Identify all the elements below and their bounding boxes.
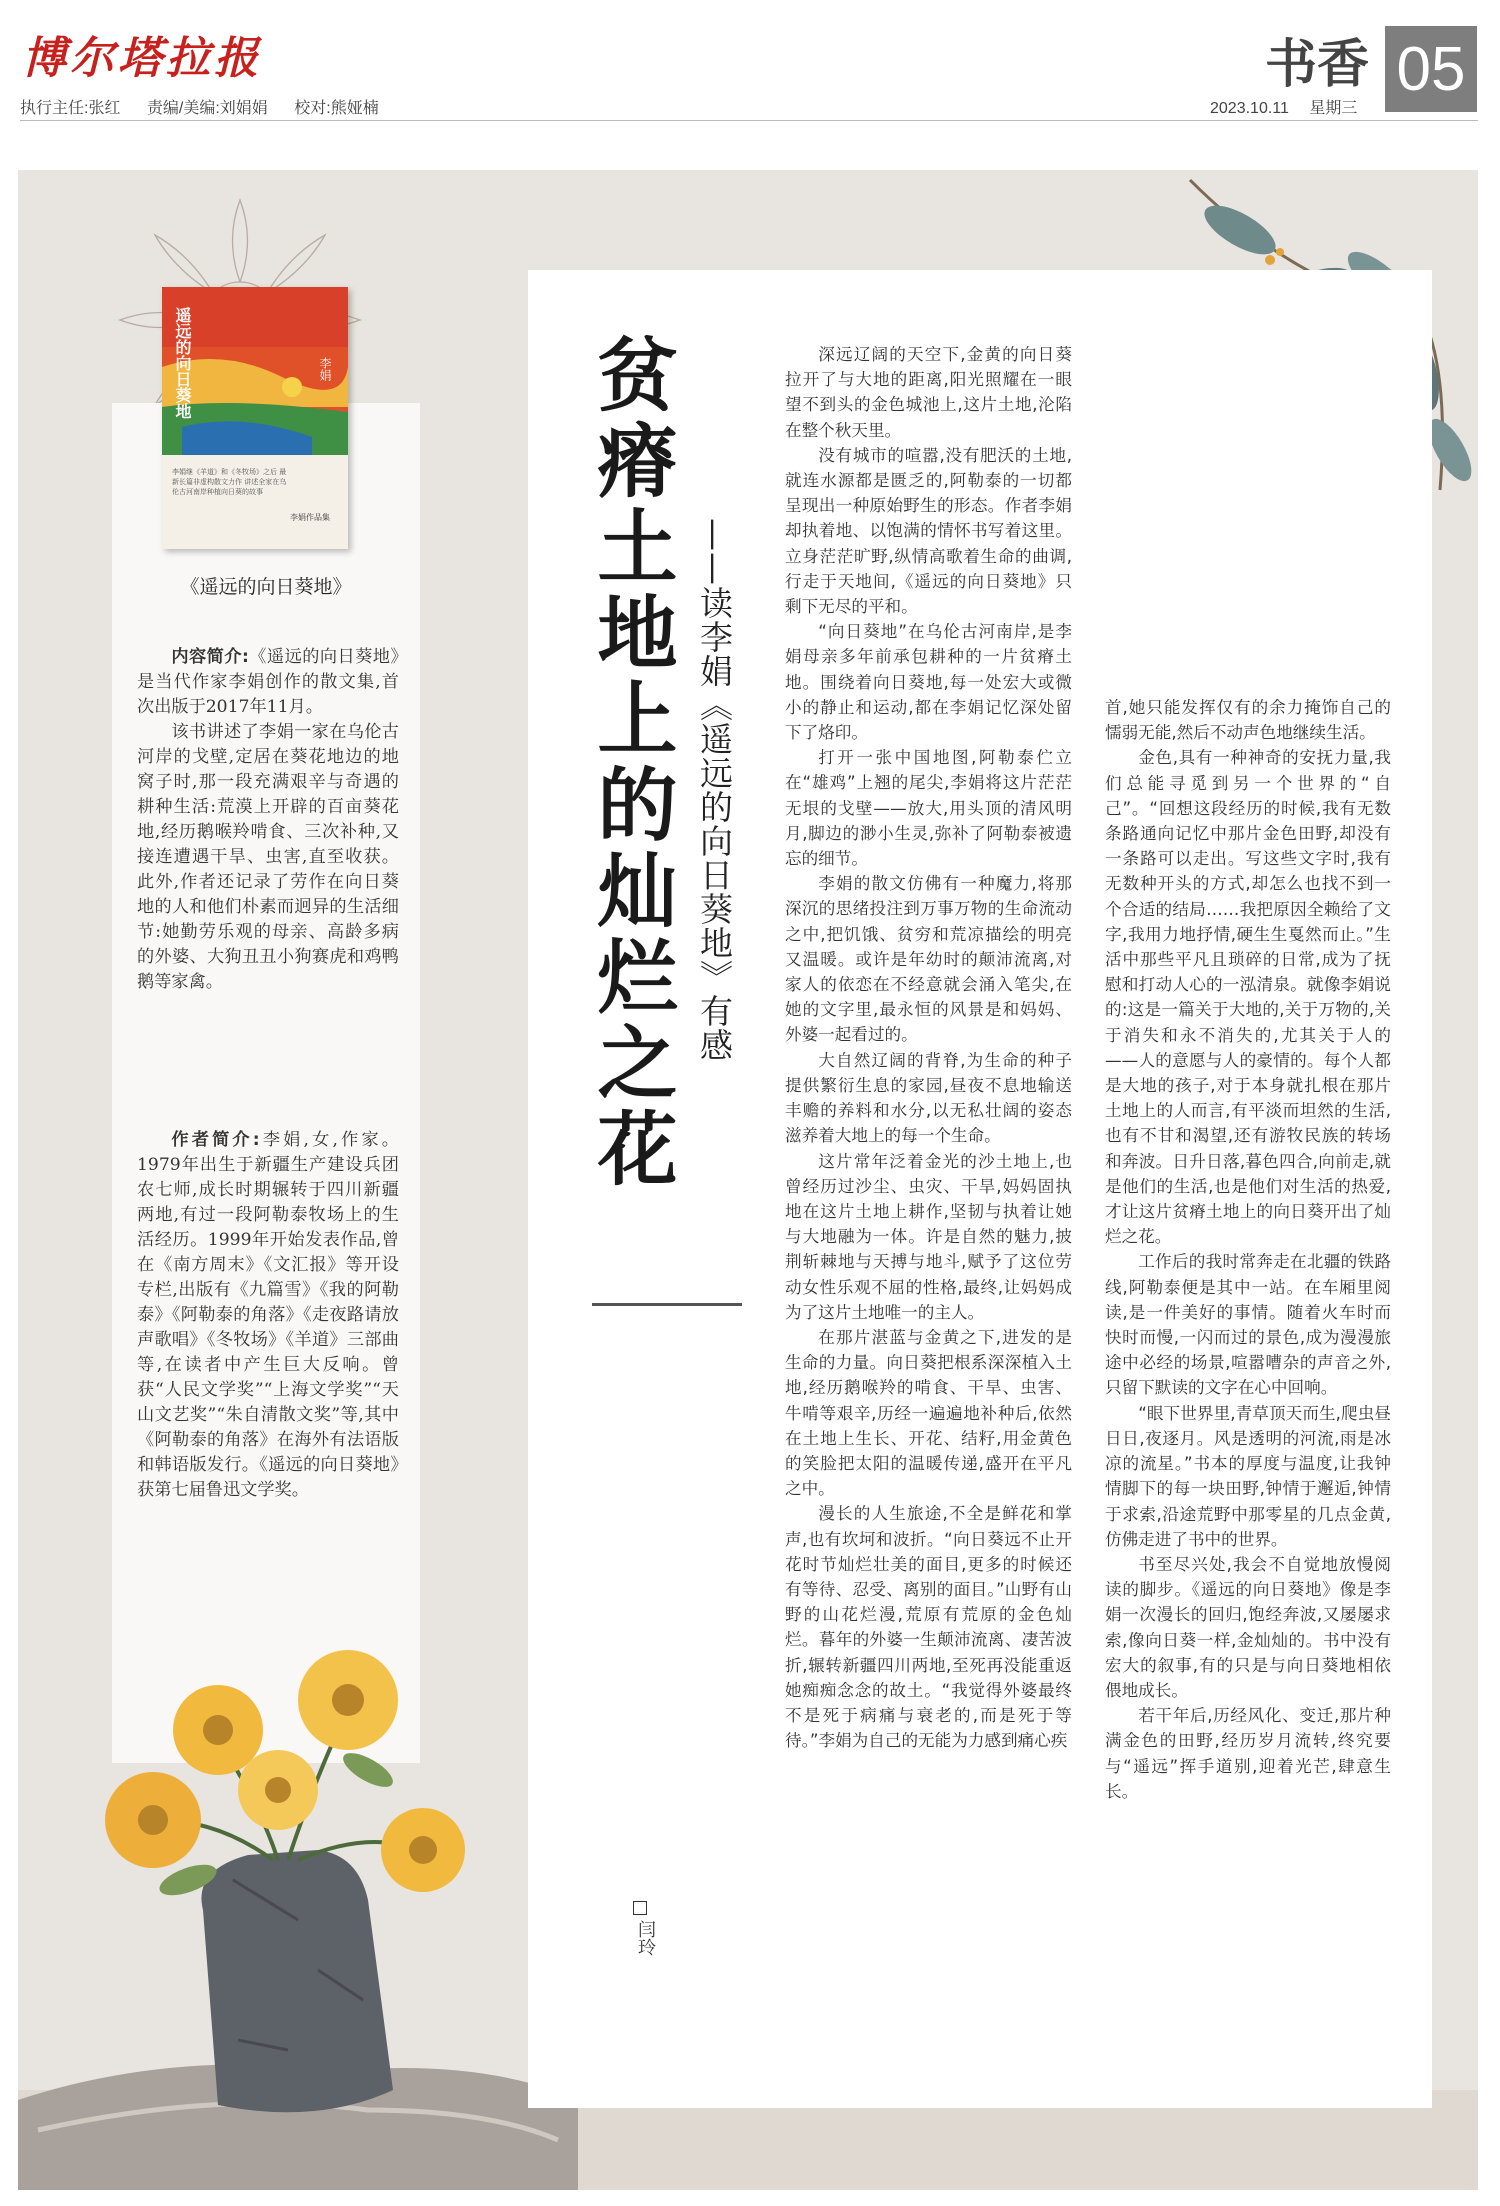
newspaper-logo: 博尔塔拉报: [22, 33, 262, 84]
article-paragraph: 工作后的我时常奔走在北疆的铁路线,阿勒泰便是其中一站。在车厢里阅读,是一件美好的事情。随着火车时而快时而慢,一闪而过的景色,成为漫漫旅途中必经的场景,喧嚣嘈杂的声音之外,只留下默读的文字在心中回响。: [1105, 1252, 1391, 1398]
summary-paragraph: 该书讲述了李娟一家在乌伦古河岸的戈壁,定居在葵花地边的地窝子时,那一段充满艰辛与奇遇的耕种生活:荒漠上开辟的百亩葵花地,经历鹅喉羚啃食、三次补种,又接连遭遇干旱、虫害,直至收获。此外,作者还记录了劳作在向日葵地的人和他们朴素而迥异的生活细节:她勤劳乐观的母亲、高龄多病的外婆、大狗丑丑小狗赛虎和鸡鸭鹅等家禽。: [137, 722, 399, 992]
article-paragraph: “向日葵地”在乌伦古河南岸,是李娟母亲多年前承包耕种的一片贫瘠土地。围绕着向日葵地,每一处宏大或微小的静止和运动,都在李娟记忆深处留下了烙印。: [785, 622, 1072, 743]
article-byline: 闫玲: [635, 1920, 656, 1956]
author-bio: [137, 1128, 399, 1503]
book-cover-image: [162, 287, 348, 549]
issue-date: [1210, 95, 1373, 118]
page-number: 05: [1385, 26, 1477, 112]
article-paragraph: 金色,具有一种神奇的安抚力量,我们总能寻觅到另一个世界的“自己”。“回想这段经历的时候,我有无数条路通向记忆中那片金色田野,却没有一条路可以走出。写这些文字时,我有无数种开头的方式,却怎么也找不到一个合适的结局……我把原因全赖给了文字,我用力地抒情,硬生生戛然而止。”生活中那些平凡且琐碎的日常,成为了抚慰和打动人心的一泓清泉。就像李娟说的:这是一篇关于大地的,关于万物的,关于消失和永不消失的,尤其关于人的——人的意愿与人的豪情的。每个人都是大地的孩子,对于本身就扎根在那片土地上的人而言,有平淡而坦然的生活,也有不甘和渴望,还有游牧民族的转场和奔波。日升日落,暮色四合,向前走,就是他们的生活,也是他们对生活的热爱,才让这片贫瘠土地上的向日葵开出了灿烂之花。: [1105, 748, 1391, 1247]
article-column-2: [1105, 695, 1391, 1804]
article-paragraph: 在那片湛蓝与金黄之下,进发的是生命的力量。向日葵把根系深深植入土地,经历鹅喉羚的啃食、干旱、虫害、牛啃等艰辛,历经一遍遍地补种后,依然在土地上生长、开花、结籽,用金黄色的笑脸把太阳的温暖传递,盛开在平凡之中。: [785, 1327, 1072, 1499]
article-paragraph: “眼下世界里,青草顶天而生,爬虫昼日日,夜逐月。风是透明的河流,雨是冰凉的流星。”书本的厚度与温度,让我钟情脚下的每一块田野,钟情于邂逅,钟情于求索,沿途荒野中那零星的几点金黄,仿佛走进了书中的世界。: [1105, 1403, 1391, 1549]
article-paragraph: 若干年后,历经风化、变迁,那片种满金色的田野,经历岁月流转,终究要与“遥远”挥手道别,迎着光芒,肆意生长。: [1105, 1706, 1391, 1801]
article-paragraph: 这片常年泛着金光的沙土地上,也曾经历过沙尘、虫灾、干旱,妈妈固执地在这片土地上耕作,坚韧与执着让她与大地融为一体。许是自然的魅力,披荆斩棘地与天搏与地斗,赋予了这位劳动女性乐观不屈的性格,最终,让妈妈成为了这片土地唯一的主人。: [785, 1151, 1072, 1322]
staff-credit: 校对:熊娅楠: [294, 100, 379, 117]
book-cover-author: 李娟: [318, 357, 332, 381]
article-paragraph: 李娟的散文仿佛有一种魔力,将那深沉的思绪投注到万事万物的生命流动之中,把饥饿、贫穷和荒凉描绘的明亮又温暖。或许是年幼时的颠沛流离,对家人的依恋在不经意就会涌入笔尖,在她的文字里,最永恒的风景是和妈妈、外婆一起看过的。: [785, 874, 1072, 1045]
weekday-text: 星期三: [1309, 100, 1358, 117]
book-publisher: 李娟作品集: [290, 513, 330, 522]
article-headline: 贫瘠土地上的灿烂之花: [584, 333, 677, 1193]
book-cover-blurb: 李娟继《羊道》和《冬牧场》之后 最新长篇非虚构散文力作 讲述全家在乌伦古河南岸种植向日葵的故事: [172, 468, 287, 496]
article-paragraph: 首,她只能发挥仅有的余力掩饰自己的懦弱无能,然后不动声色地继续生活。: [1105, 698, 1391, 743]
bio-label: 作者简介:: [171, 1130, 260, 1150]
summary-paragraph: 内容简介:《遥远的向日葵地》是当代作家李娟创作的散文集,首次出版于2017年11月。: [137, 647, 399, 717]
book-cover-title: 遥远的向日葵地: [173, 307, 192, 419]
article-paragraph: 大自然辽阔的背脊,为生命的种子提供繁衍生息的家园,昼夜不息地输送丰赡的养料和水分,以无私壮阔的姿态滋养着大地上的每一个生命。: [785, 1050, 1072, 1146]
sidebar-info-column: [112, 403, 420, 1763]
section-title: 书香: [1265, 35, 1370, 95]
staff-credit: 执行主任:张红: [20, 100, 121, 117]
bio-paragraph: 作者简介:李娟,女,作家。1979年出生于新疆生产建设兵团农七师,成长时期辗转于四川新疆两地,有过一段阿勒泰牧场上的生活经历。1999年开始发表作品,曾在《南方周末》《文汇报》等开设专栏,出版有《九篇雪》《我的阿勒泰》《阿勒泰的角落》《走夜路请放声歌唱》《冬牧场》《羊道》三部曲等,在读者中产生巨大反响。曾获“人民文学奖”“上海文学奖”“天山文艺奖”“朱自清散文奖”等,其中《阿勒泰的角落》在海外有法语版和韩语版发行。《遥远的向日葵地》获第七届鲁迅文学奖。: [137, 1130, 399, 1500]
book-caption: 《遥远的向日葵地》: [180, 576, 352, 598]
article-paragraph: 漫长的人生旅途,不全是鲜花和掌声,也有坎坷和波折。“向日葵远不止开花时节灿烂壮美的面目,更多的时候还有等待、忍受、离别的面目。”山野有山野的山花烂漫,荒原有荒原的金色灿烂。暮年的外婆一生颠沛流离、凄苦波折,辗转新疆四川两地,至死再没能重返她痴痴念念的故土。“我觉得外婆最终不是死于病痛与衰老的,而是死于等待。”李娟为自己的无能为力感到痛心疾: [785, 1504, 1072, 1751]
article-column-1: [785, 342, 1072, 1753]
staff-credit: 责编/美编:刘娟娟: [146, 100, 268, 117]
article-subtitle: ——读李娟《遥远的向日葵地》有感: [695, 518, 734, 1062]
title-rule: [592, 1303, 742, 1306]
article-paragraph: 书至尽兴处,我会不自觉地放慢阅读的脚步。《遥远的向日葵地》像是李娟一次漫长的回归,饱经奔波,又屡屡求索,像向日葵一样,金灿灿的。书中没有宏大的叙事,有的只是与向日葵地相依偎地成长。: [1105, 1554, 1391, 1700]
content-summary: [137, 645, 399, 995]
article-paragraph: 打开一张中国地图,阿勒泰伫立在“雄鸡”上翘的尾尖,李娟将这片茫茫无垠的戈壁——放大,用头顶的清风明月,脚边的渺小生灵,弥补了阿勒泰被遗忘的细节。: [785, 748, 1072, 869]
byline-marker: [633, 1901, 647, 1915]
article-paragraph: 没有城市的喧嚣,没有肥沃的土地,就连水源都是匮乏的,阿勒泰的一切都呈现出一种原始野生的形态。作者李娟却执着地、以饱满的情怀书写着这里。立身茫茫旷野,纵情高歌着生命的曲调,行走于天地间,《遥远的向日葵地》只剩下无尽的平和。: [785, 445, 1072, 617]
article-paragraph: 深远辽阔的天空下,金黄的向日葵拉开了与大地的距离,阳光照耀在一眼望不到头的金色城池上,这片土地,沦陷在整个秋天里。: [785, 345, 1072, 440]
header-rule: [20, 120, 1478, 121]
summary-label: 内容简介:: [171, 647, 249, 667]
date-text: 2023.10.11: [1210, 100, 1289, 117]
staff-credits: [20, 95, 401, 118]
